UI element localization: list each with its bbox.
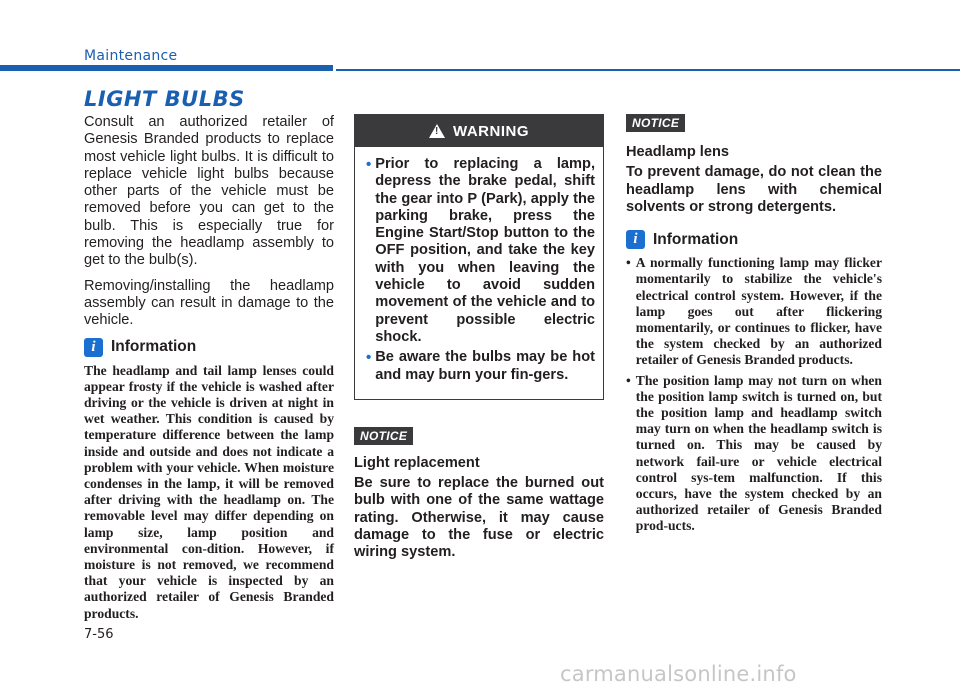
- information-label: Information: [653, 230, 739, 248]
- information-item: [626, 255, 882, 368]
- warning-title: WARNING: [453, 122, 529, 140]
- information-item-text: The position lamp may not turn on when the position lamp switch is turned on, but the position lamp and headlamp switch may turn on when the headlamp switch is turned on. This may be caused by network fail-ure or vehicle electrical control sys-tem malfunction. If this occurs, have the system checked by an authorized retailer of Genesis Branded prod-ucts.: [635, 372, 882, 534]
- bullet-icon: •: [626, 372, 631, 388]
- page-title: LIGHT BULBS: [84, 87, 245, 111]
- warning-header: [355, 115, 603, 147]
- header-rule-thick: [0, 65, 333, 71]
- intro-paragraph: Consult an authorized retailer of Genesis Branded products to replace most vehicle light bulbs. It is difficult to replace vehicle light bulbs because other parts of the vehicle must be removed before you can get to the bulb. This is especially true for removing the headlamp assembly to get to the bulb(s).: [84, 114, 334, 269]
- warning-item: [366, 156, 595, 346]
- notice-badge: NOTICE: [626, 114, 685, 132]
- information-header: [626, 230, 882, 249]
- watermark: carmanualsonline.info: [560, 662, 797, 686]
- warning-item-text: Prior to replacing a lamp, depress the brake pedal, shift the gear into P (Park), apply the parking brake, press the Engine Start/Stop button to the OFF position, and take the key with you when leaving the vehicle to avoid sudden movement of the vehicle and to prevent possible electric shock.: [375, 156, 595, 345]
- notice-heading: Light replacement: [354, 454, 480, 471]
- information-label: Information: [111, 338, 197, 356]
- warning-triangle-icon: !: [429, 124, 445, 138]
- column-middle: [354, 114, 604, 562]
- bullet-dot-icon: •: [366, 349, 372, 367]
- information-item-text: A normally functioning lamp may flicker momentarily to stabilize the vehicle's electrical control system. However, if the lamp goes out after flickering momentarily, or continues to flicker, have the system checked by an authorized retailer of Genesis Branded products.: [635, 255, 882, 368]
- info-icon: i: [84, 338, 103, 357]
- info-icon: i: [626, 230, 645, 249]
- bullet-icon: •: [626, 255, 631, 271]
- notice-text: Be sure to replace the burned out bulb with one of the same wattage rating. Otherwise, it may cause damage to the fuse or electric wiring system.: [354, 475, 604, 561]
- information-text: The headlamp and tail lamp lenses could appear frosty if the vehicle is washed after driving or the vehicle is driven at night in wet weather. This condition is caused by temperature difference between the lamp inside and outside and does not indicate a problem with your vehicle. When moisture condenses in the lamp, it will be removed after driving with the headlamp on. The removable level may differ depending on lamp size, lamp position and environmental con-dition. However, if moisture is not removed, we recommend that your vehicle is inspected by an authorized retailer of Genesis Branded products.: [84, 362, 334, 621]
- notice-text: To prevent damage, do not clean the headlamp lens with chemical solvents or strong detergents.: [626, 164, 882, 215]
- notice-heading: Headlamp lens: [626, 144, 730, 160]
- damage-paragraph: Removing/installing the headlamp assembly can result in damage to the vehicle.: [84, 277, 334, 329]
- warning-body: [355, 147, 603, 399]
- warning-box: [354, 114, 604, 400]
- information-item: [626, 373, 882, 535]
- warning-item-text: Be aware the bulbs may be hot and may burn your fin-gers.: [375, 349, 595, 383]
- warning-item: [366, 349, 595, 384]
- notice-badge: NOTICE: [354, 427, 413, 445]
- information-header: [84, 338, 334, 357]
- column-right: [626, 114, 882, 535]
- header-rule-thin: [336, 69, 960, 71]
- section-label: Maintenance: [84, 48, 178, 64]
- column-left: [84, 114, 334, 622]
- page-number: 7-56: [84, 627, 114, 642]
- bullet-dot-icon: •: [366, 156, 372, 173]
